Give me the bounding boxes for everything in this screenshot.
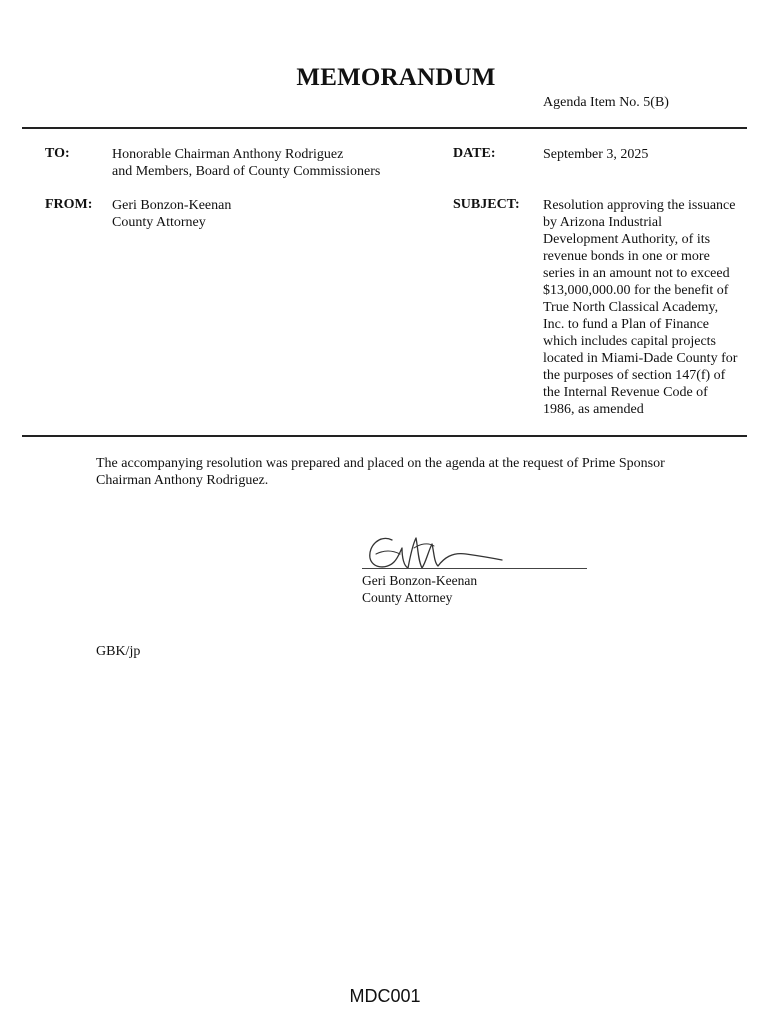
subject-text: [543, 197, 737, 418]
subject-line: Inc. to fund a Plan of Finance: [543, 317, 710, 332]
to-line: and Members, Board of County Commissioners: [112, 164, 381, 179]
subject-line: located in Miami-Dade County for: [543, 351, 738, 366]
subject-line: series in an amount not to exceed: [543, 266, 730, 281]
bottom-rule: [22, 435, 747, 437]
body-paragraph: [96, 455, 665, 489]
signature-line: [362, 568, 587, 569]
subject-line: True North Classical Academy,: [543, 300, 719, 315]
from-label: FROM:: [45, 197, 93, 212]
subject-line: Development Authority, of its: [543, 232, 711, 247]
body-line: Chairman Anthony Rodriguez.: [96, 473, 269, 488]
page-footer-code: MDC001: [349, 986, 421, 1006]
subject-line: by Arizona Industrial: [543, 215, 662, 230]
from-sender: [112, 197, 231, 231]
subject-line: 1986, as amended: [543, 402, 644, 417]
top-rule: [22, 127, 747, 129]
subject-line: which includes capital projects: [543, 334, 716, 349]
subject-line: the Internal Revenue Code of: [543, 385, 708, 400]
subject-line: $13,000,000.00 for the benefit of: [543, 283, 729, 298]
agenda-item-number: Agenda Item No. 5(B): [543, 95, 669, 110]
to-line: Honorable Chairman Anthony Rodriguez: [112, 147, 344, 162]
to-recipients: [112, 146, 380, 180]
typist-initials: GBK/jp: [96, 644, 141, 659]
subject-label: SUBJECT:: [453, 197, 520, 212]
date-label: DATE:: [453, 146, 496, 161]
subject-line: Resolution approving the issuance: [543, 198, 736, 213]
date-value: September 3, 2025: [543, 147, 649, 162]
subject-line: the purposes of section 147(f) of: [543, 368, 726, 383]
signature-block: [362, 572, 477, 606]
subject-line: revenue bonds in one or more: [543, 249, 710, 264]
body-line: The accompanying resolution was prepared and placed on the agenda at the request of Prime Sponsor: [96, 456, 665, 471]
memo-title: MEMORANDUM: [296, 64, 496, 91]
signer-name: Geri Bonzon-Keenan: [362, 573, 478, 588]
signer-title: County Attorney: [362, 590, 453, 605]
from-line: County Attorney: [112, 215, 206, 230]
from-line: Geri Bonzon-Keenan: [112, 198, 232, 213]
to-label: TO:: [45, 146, 70, 161]
